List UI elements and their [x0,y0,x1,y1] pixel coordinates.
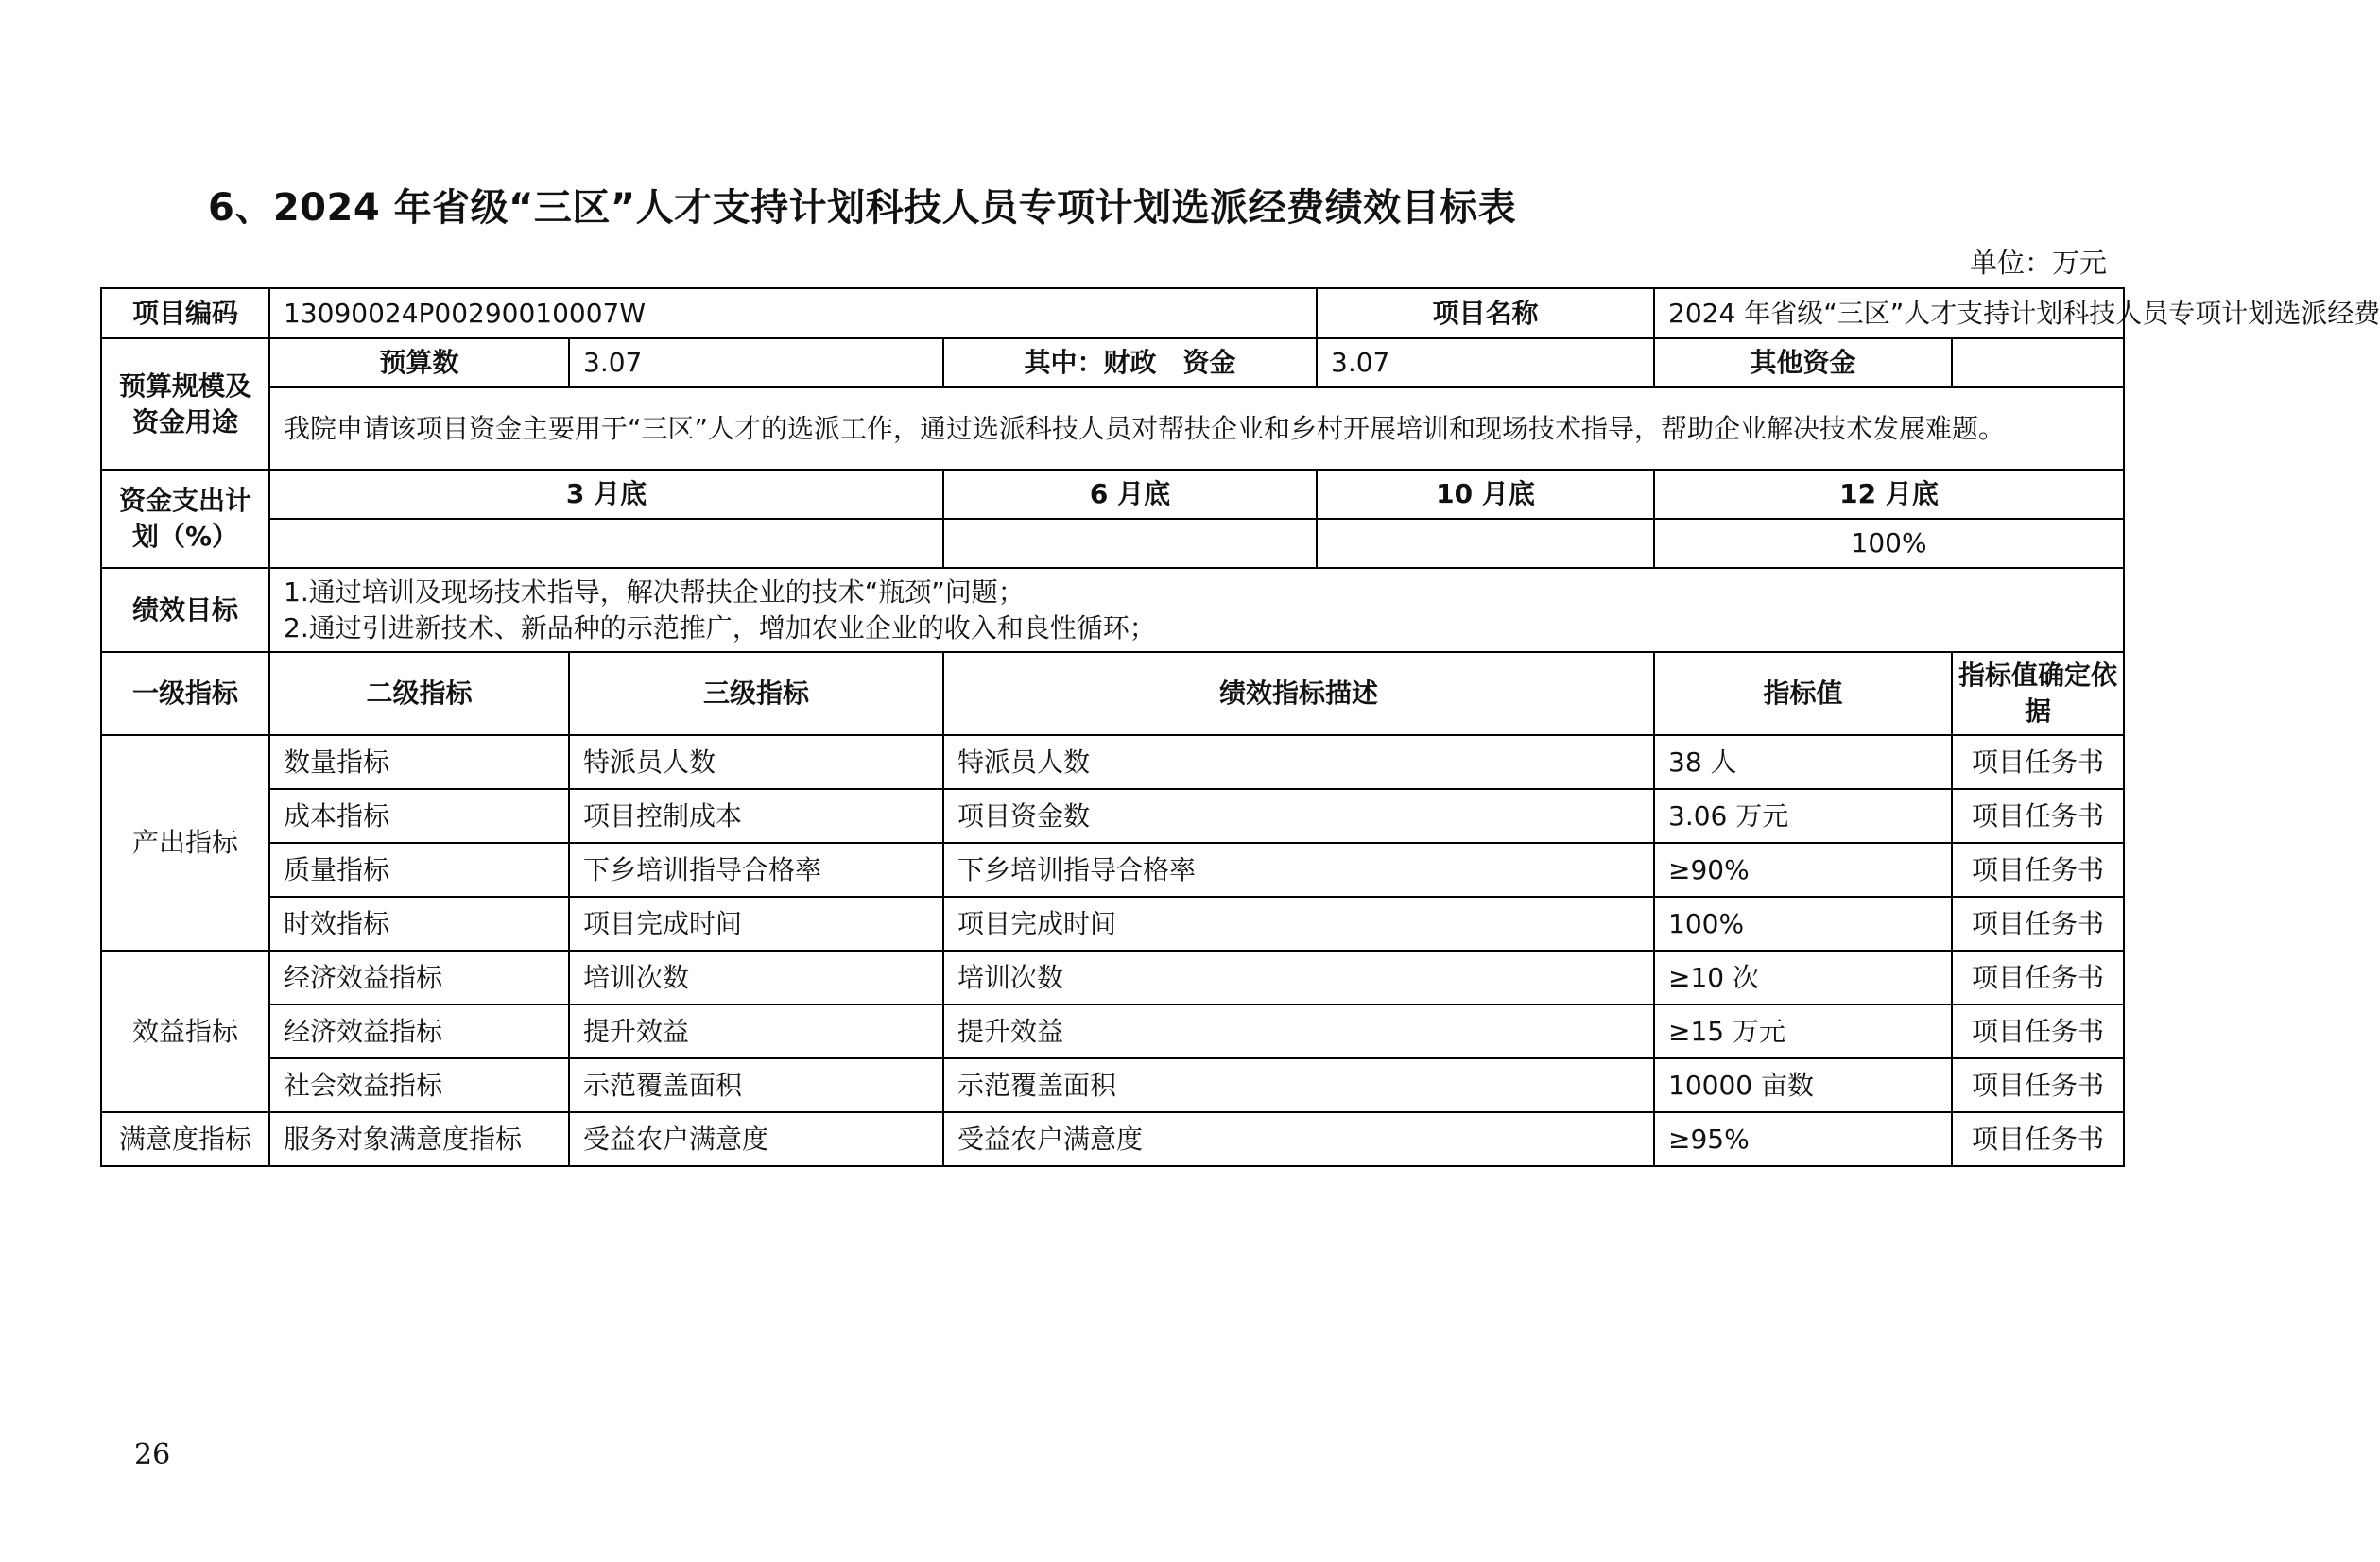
level3-cell: 提升效益 [569,1004,943,1058]
desc-cell: 示范覆盖面积 [943,1058,1654,1112]
level3-cell: 特派员人数 [569,735,943,789]
table-row [101,897,2124,951]
desc-cell: 项目资金数 [943,789,1654,843]
basis-cell: 项目任务书 [1952,897,2124,951]
column-header: 二级指标 [269,652,569,735]
desc-cell: 培训次数 [943,951,1654,1004]
level2-cell: 社会效益指标 [269,1058,569,1112]
spending-plan-label: 资金支出计划（%） [101,470,269,568]
project-row [101,288,2124,338]
spending-header: 3 月底 [269,470,943,519]
project-name-label: 项目名称 [1317,288,1654,338]
desc-cell: 特派员人数 [943,735,1654,789]
spending-header: 12 月底 [1654,470,2124,519]
level3-cell: 培训次数 [569,951,943,1004]
project-code-value: 13090024P00290010007W [269,288,1317,338]
spending-value [943,519,1317,568]
basis-cell: 项目任务书 [1952,1112,2124,1166]
budget-row [101,338,2124,387]
project-code-label: 项目编码 [101,288,269,338]
budget-label: 预算规模及资金用途 [101,338,269,470]
table-row [101,1112,2124,1166]
level3-cell: 受益农户满意度 [569,1112,943,1166]
basis-cell: 项目任务书 [1952,735,2124,789]
basis-cell: 项目任务书 [1952,1004,2124,1058]
level1-cell: 满意度指标 [101,1112,269,1166]
column-header: 指标值确定依据 [1952,652,2124,735]
unit-label: 单位：万元 [1969,247,2107,279]
level2-cell: 时效指标 [269,897,569,951]
column-header: 指标值 [1654,652,1952,735]
basis-cell: 项目任务书 [1952,951,2124,1004]
budget-usage-text: 我院申请该项目资金主要用于“三区”人才的选派工作，通过选派科技人员对帮扶企业和乡村开展培训和现场技术指导，帮助企业解决技术发展难题。 [269,387,2124,470]
level2-cell: 质量指标 [269,843,569,897]
column-header: 一级指标 [101,652,269,735]
other-fund-label: 其他资金 [1654,338,1952,387]
page-title: 6、2024 年省级“三区”人才支持计划科技人员专项计划选派经费绩效目标表 [208,186,1517,230]
spending-value [269,519,943,568]
spending-plan-header-row [101,470,2124,519]
table-row [101,951,2124,1004]
table-row [101,843,2124,897]
goals-label: 绩效目标 [101,568,269,652]
level3-cell: 项目控制成本 [569,789,943,843]
fiscal-fund-value: 3.07 [1317,338,1654,387]
value-cell: ≥10 次 [1654,951,1952,1004]
spending-header: 6 月底 [943,470,1317,519]
spending-header: 10 月底 [1317,470,1654,519]
column-header: 绩效指标描述 [943,652,1654,735]
desc-cell: 项目完成时间 [943,897,1654,951]
value-cell: 38 人 [1654,735,1952,789]
indicator-header-row [101,652,2124,735]
level3-cell: 示范覆盖面积 [569,1058,943,1112]
value-cell: 100% [1654,897,1952,951]
basis-cell: 项目任务书 [1952,789,2124,843]
basis-cell: 项目任务书 [1952,1058,2124,1112]
level2-cell: 服务对象满意度指标 [269,1112,569,1166]
level2-cell: 成本指标 [269,789,569,843]
table-row [101,1058,2124,1112]
spending-value [1317,519,1654,568]
goal-line: 1.通过培训及现场技术指导，解决帮扶企业的技术“瓶颈”问题； [284,575,1025,608]
other-fund-value [1952,338,2124,387]
value-cell: ≥95% [1654,1112,1952,1166]
value-cell: 3.06 万元 [1654,789,1952,843]
page-number: 26 [134,1438,171,1471]
goals-row [101,568,2124,652]
goals-text [269,568,2124,652]
level2-cell: 经济效益指标 [269,1004,569,1058]
budget-amount-label: 预算数 [269,338,569,387]
level1-cell: 产出指标 [101,735,269,951]
value-cell: ≥90% [1654,843,1952,897]
basis-cell: 项目任务书 [1952,843,2124,897]
table-row [101,735,2124,789]
level3-cell: 项目完成时间 [569,897,943,951]
budget-amount-value: 3.07 [569,338,943,387]
spending-plan-value-row [101,519,2124,568]
desc-cell: 提升效益 [943,1004,1654,1058]
budget-usage-row [101,387,2124,470]
column-header: 三级指标 [569,652,943,735]
table-row [101,1004,2124,1058]
level3-cell: 下乡培训指导合格率 [569,843,943,897]
project-name-value: 2024 年省级“三区”人才支持计划科技人员专项计划选派经费 [1654,288,2124,338]
value-cell: 10000 亩数 [1654,1058,1952,1112]
performance-target-table [100,287,2380,1167]
level2-cell: 经济效益指标 [269,951,569,1004]
desc-cell: 下乡培训指导合格率 [943,843,1654,897]
level1-cell: 效益指标 [101,951,269,1112]
goal-line: 2.通过引进新技术、新品种的示范推广，增加农业企业的收入和良性循环； [284,611,1156,644]
value-cell: ≥15 万元 [1654,1004,1952,1058]
spending-value: 100% [1654,519,2124,568]
level2-cell: 数量指标 [269,735,569,789]
table-row [101,789,2124,843]
fiscal-fund-label: 其中：财政 资金 [943,338,1317,387]
desc-cell: 受益农户满意度 [943,1112,1654,1166]
